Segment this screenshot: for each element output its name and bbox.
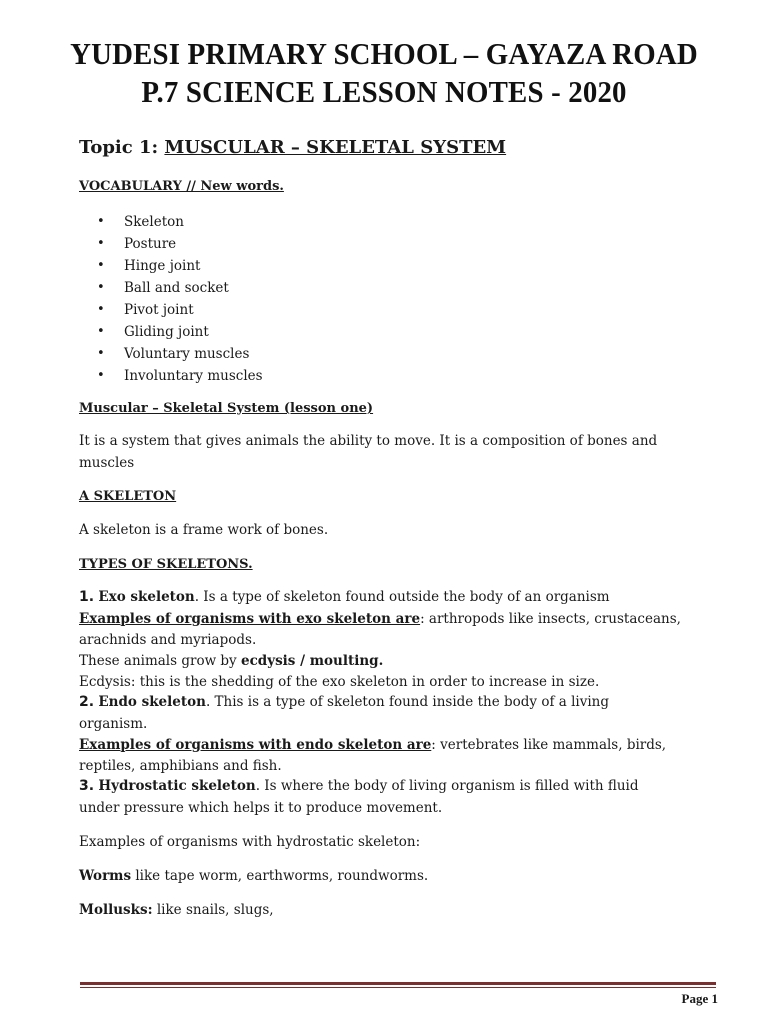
exo-grow-line <box>79 652 383 671</box>
footer-rule <box>80 982 716 985</box>
vocabulary-heading: VOCABULARY // New words. <box>79 179 284 194</box>
exo-grow-prefix: These animals grow by <box>79 653 241 669</box>
exo-number: 1. <box>79 589 95 605</box>
ecdysis-definition: Ecdysis: this is the shedding of the exo skeleton in order to increase in size. <box>79 674 600 690</box>
exo-examples-line <box>79 610 681 629</box>
list-item: • Gliding joint <box>93 321 263 343</box>
mollusks-line <box>79 901 274 920</box>
types-heading: TYPES OF SKELETONS. <box>79 557 253 572</box>
footer-rule-thin <box>80 987 716 988</box>
topic-name: MUSCULAR – SKELETAL SYSTEM <box>164 137 507 158</box>
list-item: • Involuntary muscles <box>93 365 263 387</box>
list-item: • Hinge joint <box>93 255 263 277</box>
endo-skeleton-line <box>79 693 609 712</box>
mollusks-label: Mollusks: <box>79 902 153 918</box>
vocabulary-list <box>93 211 263 387</box>
hydro-number: 3. <box>79 778 95 794</box>
endo-examples-line <box>79 736 666 755</box>
exo-name: Exo skeleton <box>98 589 195 605</box>
worms-label: Worms <box>79 868 132 884</box>
endo-desc-line2: organism. <box>79 716 148 732</box>
hydro-name: Hydrostatic skeleton <box>98 778 256 794</box>
exo-skeleton-line <box>79 588 610 607</box>
skeleton-heading: A SKELETON <box>79 489 177 504</box>
endo-examples-label: Examples of organisms with endo skeleton are <box>79 737 432 753</box>
list-item: • Skeleton <box>93 211 263 233</box>
endo-examples-line2: reptiles, amphibians and fish. <box>79 758 282 774</box>
list-item: • Pivot joint <box>93 299 263 321</box>
lesson-text-line1: It is a system that gives animals the ability to move. It is a composition of bones and <box>79 433 658 449</box>
school-title: YUDESI PRIMARY SCHOOL – GAYAZA ROAD <box>70 36 698 71</box>
topic-heading <box>79 136 506 160</box>
topic-prefix: Topic 1: <box>79 137 165 158</box>
lesson-heading: Muscular – Skeletal System (lesson one) <box>79 401 374 416</box>
mollusks-rest: like snails, slugs, <box>152 902 274 918</box>
notes-title: P.7 SCIENCE LESSON NOTES - 2020 <box>141 74 627 109</box>
list-item: • Ball and socket <box>93 277 263 299</box>
hydro-desc-line2: under pressure which helps it to produce movement. <box>79 800 443 816</box>
skeleton-definition: A skeleton is a frame work of bones. <box>79 522 329 538</box>
worms-line <box>79 867 428 886</box>
endo-desc: . This is a type of skeleton found inside the body of a living <box>205 694 609 710</box>
exo-grow-bold: ecdysis / moulting. <box>240 653 384 669</box>
endo-number: 2. <box>79 694 95 710</box>
worms-rest: like tape worm, earthworms, roundworms. <box>131 868 429 884</box>
list-item: • Posture <box>93 233 263 255</box>
page-number: Page 1 <box>681 991 718 1006</box>
exo-examples-label: Examples of organisms with exo skeleton are <box>79 611 421 627</box>
hydro-desc: . Is where the body of living organism is filled with fluid <box>255 778 639 794</box>
endo-name: Endo skeleton <box>98 694 206 710</box>
endo-examples-rest: : vertebrates like mammals, birds, <box>431 737 667 753</box>
lesson-text-line2: muscles <box>79 455 135 471</box>
exo-examples-line2: arachnids and myriapods. <box>79 632 257 648</box>
hydro-examples-intro: Examples of organisms with hydrostatic skeleton: <box>79 834 421 850</box>
exo-desc: . Is a type of skeleton found outside the body of an organism <box>194 589 610 605</box>
hydro-skeleton-line <box>79 777 639 796</box>
list-item: • Voluntary muscles <box>93 343 263 365</box>
exo-examples-rest: : arthropods like insects, crustaceans, <box>420 611 681 627</box>
